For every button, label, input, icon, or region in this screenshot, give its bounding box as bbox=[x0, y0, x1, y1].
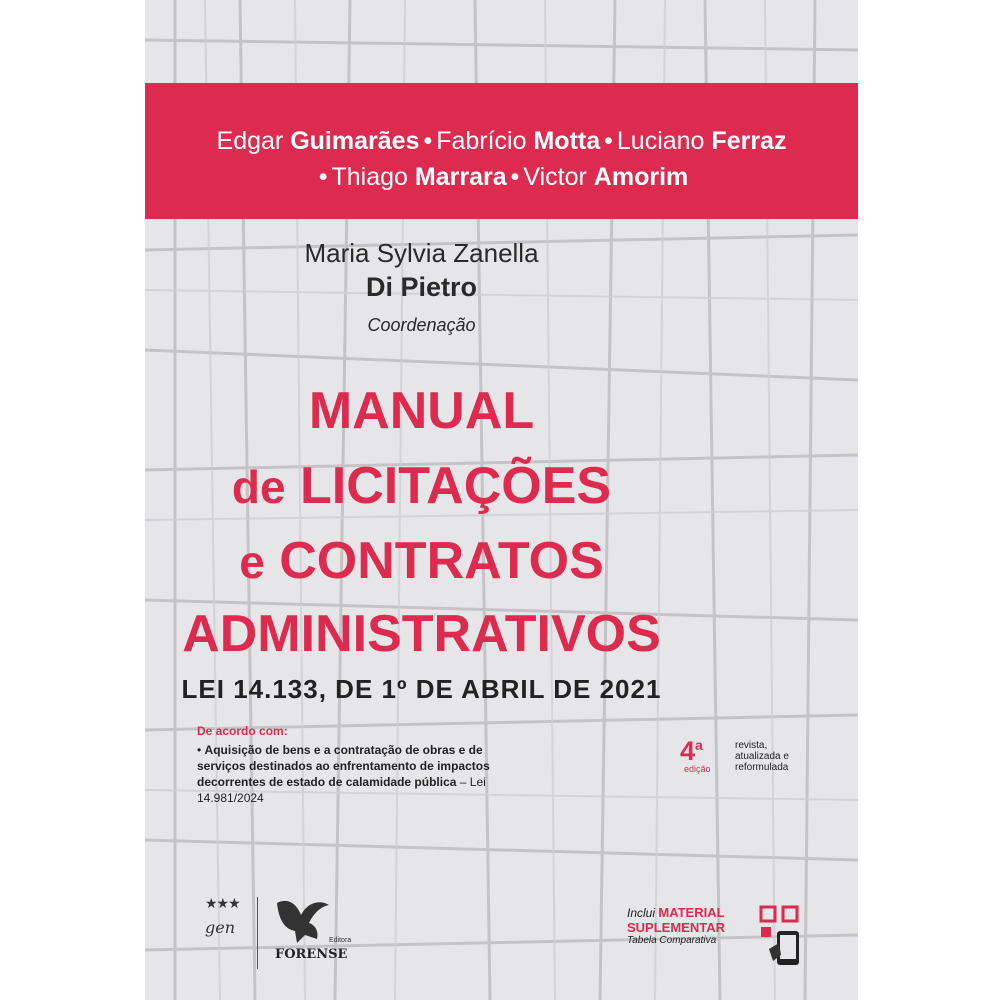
edition-number: 4$^a$ bbox=[680, 736, 703, 766]
edition-word: edição bbox=[684, 764, 711, 774]
authors-band bbox=[145, 83, 858, 219]
forense-logo: Editora FORENSE bbox=[267, 895, 377, 975]
star-icon: ★★★ bbox=[205, 895, 240, 911]
book-title-line-2: de LICITAÇÕES bbox=[231, 457, 612, 515]
qr-phone-icon bbox=[759, 905, 801, 967]
publisher-logos bbox=[205, 895, 405, 975]
according-item: • Aquisição de bens e a contratação de obras e de serviços destinados ao enfrentamento de impactos decorrentes de estado de calamidade pública – Lei 14.981/2024 bbox=[197, 743, 490, 805]
authors-line-1: Edgar Guimarães • Fabrício Motta • Luciano Ferraz bbox=[216, 127, 787, 155]
author: Thiago Marrara bbox=[331, 163, 507, 191]
authors-line-2: • Thiago Marrara • Victor Amorim bbox=[318, 163, 689, 191]
edition-description: revista, atualizada e reformulada bbox=[735, 740, 789, 773]
author: Luciano Ferraz bbox=[616, 127, 787, 155]
author: Fabrício Motta bbox=[436, 127, 601, 155]
coordinator-surname: Di Pietro bbox=[365, 272, 478, 302]
book-title-line-4: ADMINISTRATIVOS bbox=[182, 605, 661, 663]
edition-badge bbox=[680, 736, 840, 776]
coordinator-name: Maria Sylvia Zanella bbox=[304, 238, 539, 268]
gen-logo: ★★★ gen bbox=[205, 895, 249, 955]
supplement-badge: Inclui MATERIAL SUPLEMENTAR Tabela Comparativa bbox=[627, 905, 787, 965]
book-subtitle: LEI 14.133, DE 1º DE ABRIL DE 2021 bbox=[181, 674, 662, 704]
author: Edgar Guimarães bbox=[216, 127, 420, 155]
author: Victor Amorim bbox=[523, 163, 689, 191]
according-box bbox=[197, 724, 527, 806]
book-title-line-1: MANUAL bbox=[308, 382, 535, 440]
coordinator-role: Coordenação bbox=[367, 315, 476, 335]
according-heading: De acordo com: bbox=[197, 724, 288, 738]
book-title-line-3: e CONTRATOS bbox=[239, 532, 604, 590]
logo-divider bbox=[257, 897, 258, 969]
bird-icon bbox=[267, 895, 337, 947]
